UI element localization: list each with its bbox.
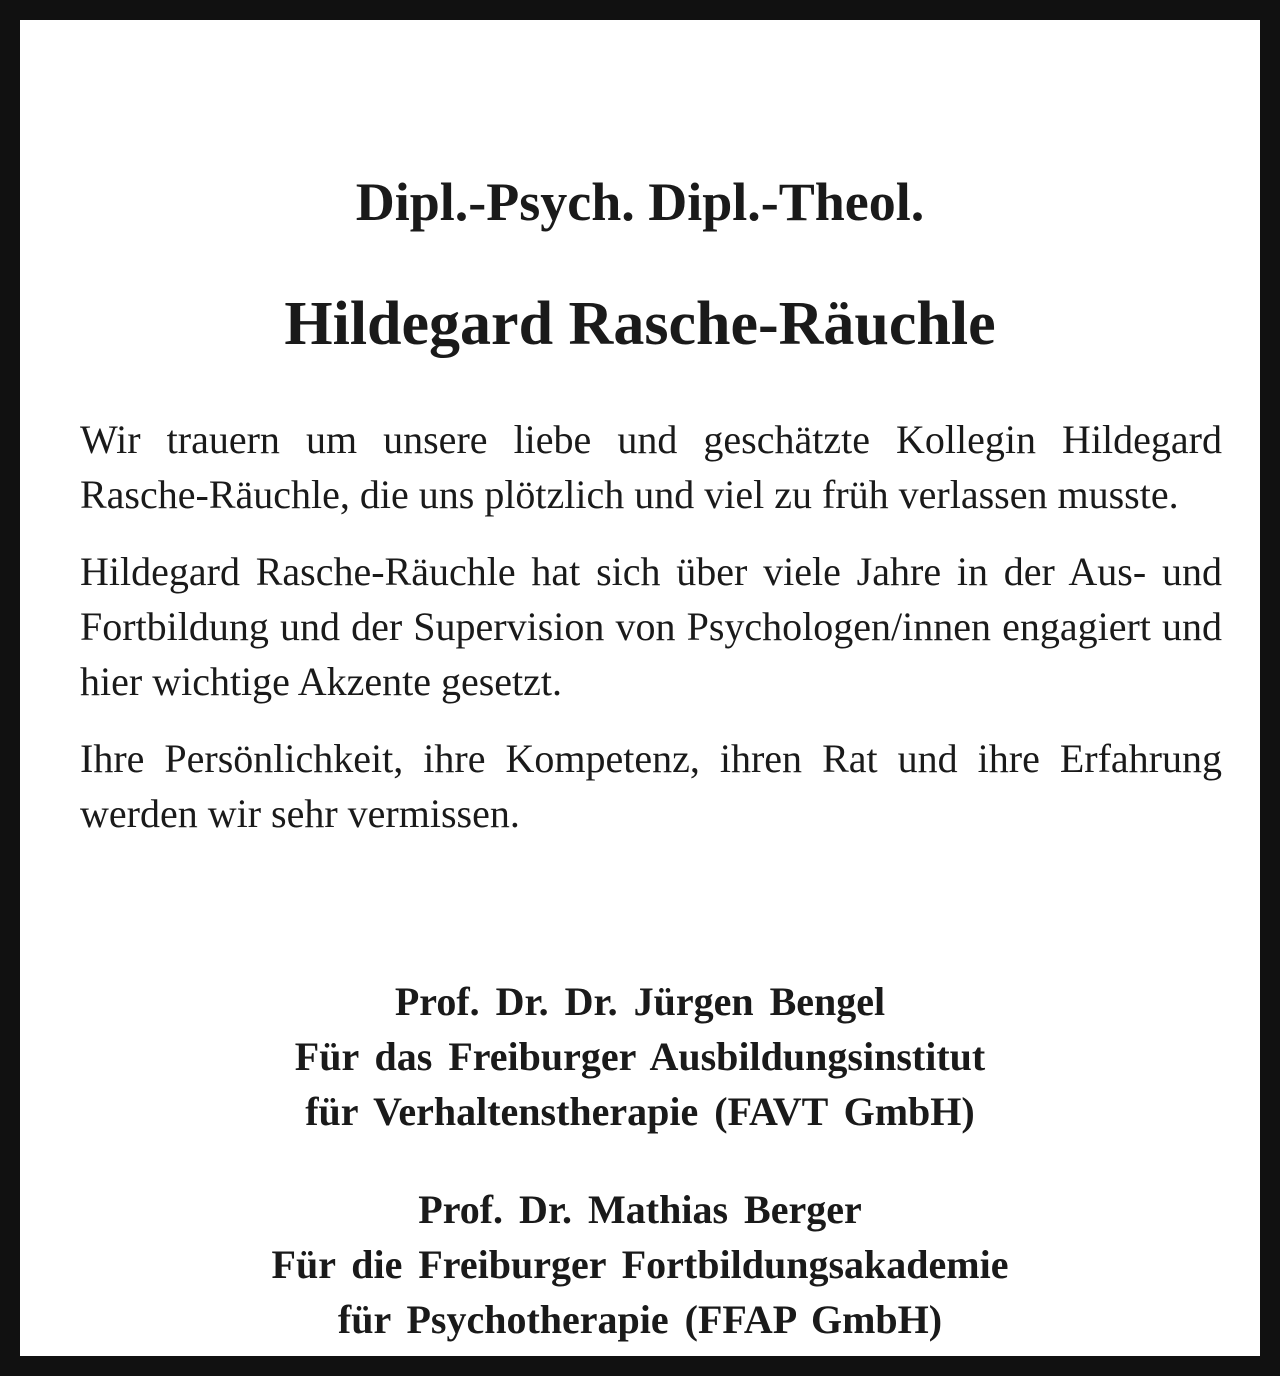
paragraph-remembrance: Ihre Persönlichkeit, ihre Kompetenz, ihren Rat und ihre Erfahrung werden wir sehr vermissen. [80,736,1222,836]
deceased-name: Hildegard Rasche-Räuchle [284,290,996,358]
signatory-name: Prof. Dr. Dr. Jürgen Bengel [394,979,886,1024]
signatory-name: Prof. Dr. Mathias Berger [418,1187,862,1232]
signatory-organization: Für das Freiburger Ausbildungsinstitut [294,1034,986,1079]
signatory-organization: Für die Freiburger Fortbildungsakademie [271,1242,1009,1287]
paragraph-work: Hildegard Rasche-Räuchle hat sich über viele Jahre in der Aus- und Fortbildung und der Supervision von Psychologen/innen engagiert und hier wichtige Akzente gesetzt. [80,549,1222,704]
obituary-notice [20,20,1260,1356]
notice-body [80,412,1222,863]
signature-block-ffap [20,1182,1260,1347]
signature-block-favt [20,974,1260,1139]
signatory-organization-detail: für Verhaltenstherapie (FAVT GmbH) [305,1089,975,1134]
academic-title: Dipl.-Psych. Dipl.-Theol. [355,172,925,232]
signatory-organization-detail: für Psychotherapie (FFAP GmbH) [337,1297,943,1342]
paragraph-mourning: Wir trauern um unsere liebe und geschätzte Kollegin Hildegard Rasche-Räuchle, die uns plötzlich und viel zu früh verlassen musste. [80,417,1222,517]
